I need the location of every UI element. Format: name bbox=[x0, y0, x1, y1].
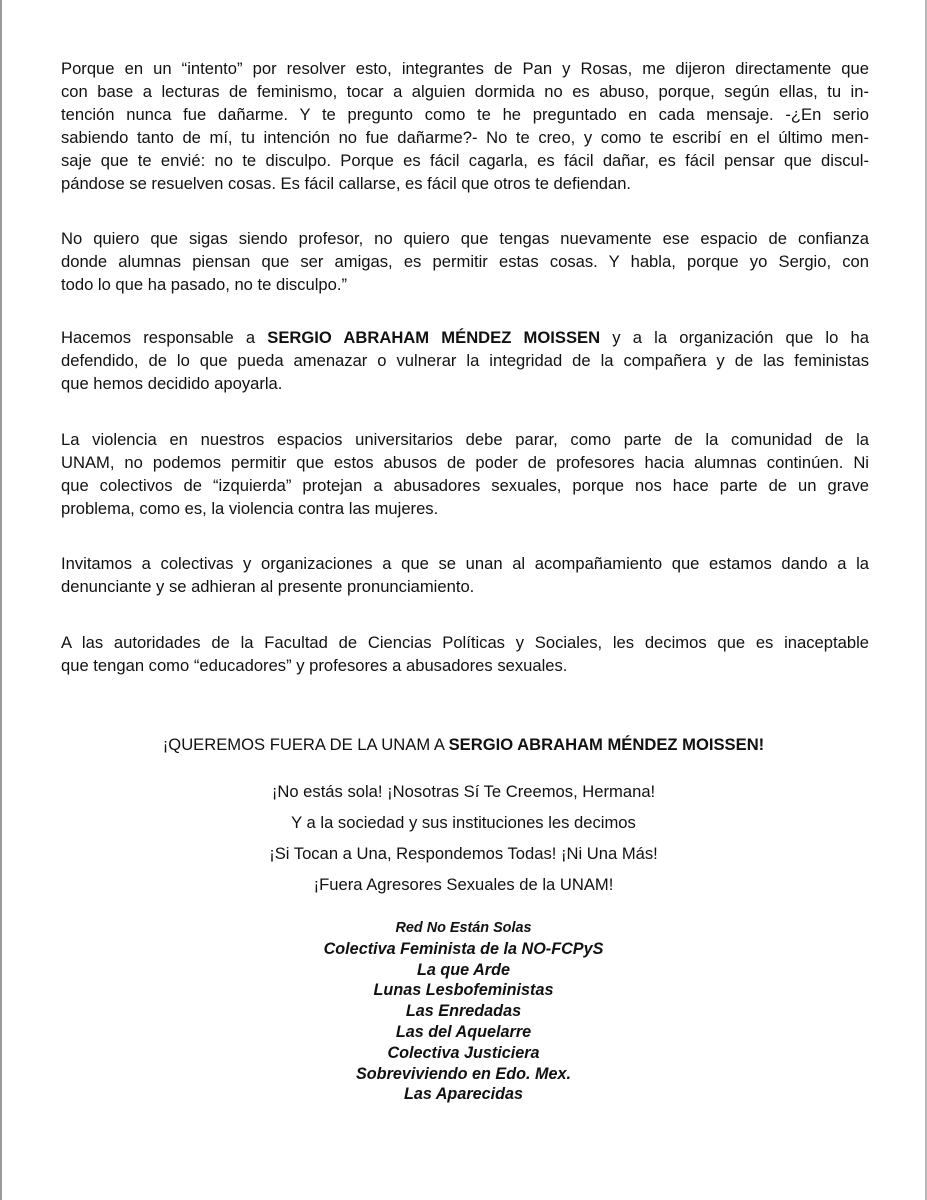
demand-heading bbox=[0, 733, 927, 756]
paragraph-authorities bbox=[61, 631, 869, 677]
paragraph-violence bbox=[61, 428, 869, 520]
text-line: tención nunca fue dañarme. Y te pregunto como te he preguntado en cada mensaje. -¿En serio bbox=[61, 105, 869, 124]
signatory: Las Aparecidas bbox=[403, 1085, 524, 1104]
signatories-list bbox=[0, 918, 927, 1105]
slogan-list bbox=[0, 776, 927, 900]
text-line: defendido, de lo que pueda amenazar o vulnerar la integridad de la compañera y de las feministas bbox=[61, 351, 869, 370]
text-line: saje que te envié: no te disculpo. Porque es fácil cagarla, es fácil dañar, es fácil pensar que discul- bbox=[61, 151, 869, 170]
signatory: La que Arde bbox=[417, 960, 510, 979]
text-line: pándose se resuelven cosas. Es fácil callarse, es fácil que otros te defiendan. bbox=[61, 174, 632, 193]
paragraph-testimony bbox=[61, 57, 869, 195]
slogan-line: Y a la sociedad y sus instituciones les decimos bbox=[291, 813, 636, 832]
demand-prefix: ¡QUEREMOS FUERA DE LA UNAM A bbox=[162, 735, 449, 754]
text-line: A las autoridades de la Facultad de Ciencias Políticas y Sociales, les decimos que es inaceptable bbox=[61, 633, 869, 652]
signatory: Red No Están Solas bbox=[395, 920, 532, 936]
signatory: Colectiva Justiciera bbox=[387, 1043, 540, 1062]
paragraph-demand-quote bbox=[61, 227, 869, 296]
text-line: UNAM, no podemos permitir que estos abusos de poder de profesores hacia alumnas continúen. Ni bbox=[61, 453, 869, 472]
text-line: Invitamos a colectivas y organizaciones a que se unan al acompañamiento que estamos dando a la bbox=[61, 554, 869, 573]
slogan-line: ¡Si Tocan a Una, Respondemos Todas! ¡Ni Una Más! bbox=[269, 844, 658, 863]
signatory: Lunas Lesbofeministas bbox=[373, 981, 554, 1000]
signatory: Las del Aquelarre bbox=[395, 1022, 532, 1041]
text-line bbox=[61, 326, 869, 349]
signatory: Colectiva Feminista de la NO-FCPyS bbox=[323, 939, 604, 958]
text-line: que hemos decidido apoyarla. bbox=[61, 374, 283, 393]
text-line: sabiendo tanto de mí, tu intención no fue dañarme?- No te creo, y como te escribí en el último men- bbox=[61, 128, 869, 147]
text-line: denunciante y se adhieran al presente pronunciamiento. bbox=[61, 577, 475, 596]
demand-name: SERGIO ABRAHAM MÉNDEZ MOISSEN! bbox=[448, 735, 765, 754]
text-line: que tengan como “educadores” y profesores a abusadores sexuales. bbox=[61, 656, 568, 675]
text-line: todo lo que ha pasado, no te disculpo.” bbox=[61, 275, 347, 294]
accused-name: SERGIO ABRAHAM MÉNDEZ MOISSEN bbox=[267, 328, 601, 347]
text-fragment: y a la organización que lo ha bbox=[600, 328, 869, 347]
text-line: No quiero que sigas siendo profesor, no quiero que tengas nuevamente ese espacio de confianza bbox=[61, 229, 869, 248]
slogan-line: ¡Fuera Agresores Sexuales de la UNAM! bbox=[313, 875, 614, 894]
text-line: que colectivos de “izquierda” protejan a abusadores sexuales, porque nos hace parte de un grave bbox=[61, 476, 869, 495]
text-fragment: Hacemos responsable a bbox=[61, 328, 268, 347]
paragraph-invitation bbox=[61, 552, 869, 598]
signatory: Sobreviviendo en Edo. Mex. bbox=[356, 1064, 571, 1083]
text-line: con base a lecturas de feminismo, tocar a alguien dormida no es abuso, porque, según ellas, tu in- bbox=[61, 82, 869, 101]
text-line: Porque en un “intento” por resolver esto, integrantes de Pan y Rosas, me dijeron directamente que bbox=[61, 59, 869, 78]
text-line: problema, como es, la violencia contra las mujeres. bbox=[61, 499, 439, 518]
slogan-line: ¡No estás sola! ¡Nosotras Sí Te Creemos, Hermana! bbox=[271, 782, 656, 801]
paragraph-responsibility bbox=[61, 326, 869, 395]
signatory: Las Enredadas bbox=[405, 1002, 522, 1021]
text-line: donde alumnas piensan que ser amigas, es permitir estas cosas. Y habla, porque yo Sergio, con bbox=[61, 252, 869, 271]
text-line: La violencia en nuestros espacios universitarios debe parar, como parte de la comunidad de la bbox=[61, 430, 869, 449]
